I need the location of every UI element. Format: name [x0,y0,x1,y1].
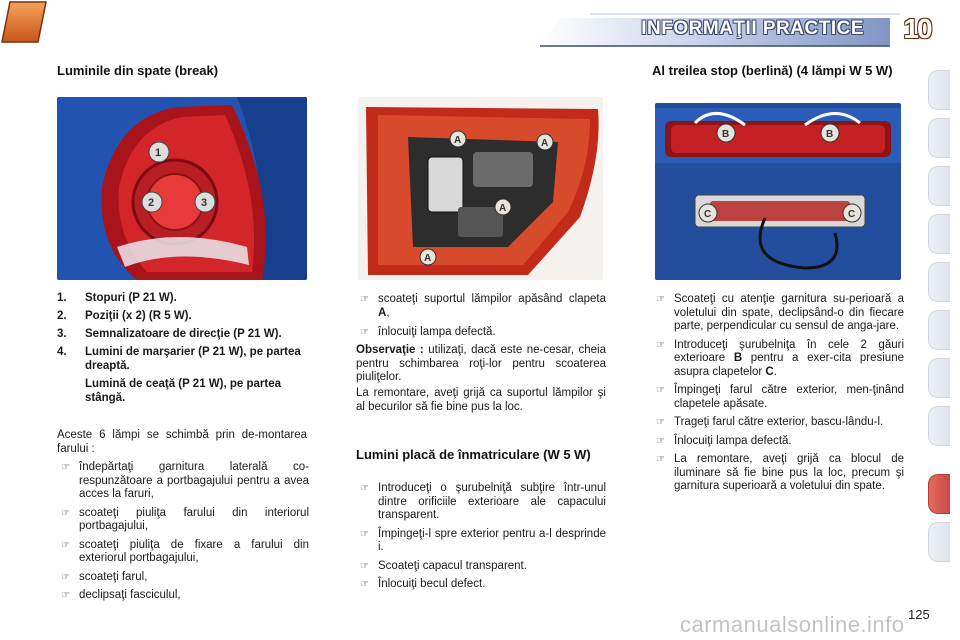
photo-label: C [848,209,856,220]
section-heading-rear-lights: Luminile din spate (break) [57,63,219,78]
note-paragraph: Observaţie : utilizaţi, dacă este ne-cesar, cheia pentru schimbarea roţi-lor pentru scoaterea piuliţelor. [356,344,606,383]
section-heading-third-stop: Al treilea stop (berlină) (4 lămpi W 5 W) [652,63,893,78]
photo-label: B [826,129,834,140]
pointing-hand-icon: ☞ [360,528,369,540]
third-stop-steps [652,293,904,499]
chapter-title: INFORMAŢII PRACTICE [641,18,864,39]
chapter-badge [0,0,48,44]
list-item: 3. Semnalizatoare de direcţie (P 21 W). [57,328,282,340]
photo-label: 2 [148,197,155,209]
list-item: ☞ declipsaţi fasciculul, [57,589,309,603]
chapter-tab[interactable] [928,214,950,254]
chapter-tab[interactable] [928,166,950,206]
pointing-hand-icon: ☞ [360,327,369,338]
pointing-hand-icon: ☞ [360,579,369,590]
list-item: ☞ Împingeţi-l spre exterior pentru a-l desprinde i. [356,528,606,555]
lamp-holder-photo [358,97,603,280]
list-item: ☞ înlocuiţi lampa defectă. [356,326,606,340]
chapter-tab[interactable] [928,522,950,562]
chapter-tabs [928,70,950,580]
pointing-hand-icon: ☞ [360,560,369,572]
chapter-tab[interactable] [928,70,950,110]
pointing-hand-icon: ☞ [61,571,70,583]
list-item: 4. Lumini de marşarier (P 21 W), pe partea dreaptă. [57,346,301,372]
third-stop-photo [655,103,901,280]
page-header [0,0,960,60]
plate-light-steps [356,482,606,597]
rear-light-photo [57,97,307,280]
chapter-number: 10 [903,13,931,44]
photo-label: A [541,138,549,149]
list-item: ☞ scoateţi piuliţa de fixare a farului din exteriorul portbagajului, [57,539,309,566]
photo-label: 3 [201,197,208,209]
page-number: 125 [908,607,930,622]
photo-label: 1 [155,147,162,159]
chapter-tab[interactable] [928,310,950,350]
photo-label: A [454,135,462,146]
list-item: ☞ La remontare, aveţi grijă ca blocul de iluminare să fie bine pus la loc, precum şi garnitura superioară a voletului din spate. [652,453,904,494]
photo-label: A [499,203,507,214]
pointing-hand-icon: ☞ [61,590,70,601]
list-item-extra: Lumină de ceaţă (P 21 W), pe partea stângă. [85,378,281,404]
reassembly-paragraph: La remontare, aveţi grijă ca suportul lămpilor şi al becurilor să fie bine pus la loc. [356,387,606,413]
chapter-tab[interactable] [928,262,950,302]
list-item: ☞ scoateţi farul, [57,571,309,585]
list-item: ☞ Introduceţi şurubelniţa în cele 2 găuri exterioare B pentru a exer-cita presiune asupra clapetelor C. [652,339,904,380]
pointing-hand-icon: ☞ [360,483,369,494]
pointing-hand-icon: ☞ [656,294,665,305]
pointing-hand-icon: ☞ [656,417,665,428]
chapter-tab[interactable] [928,406,950,446]
photo-label: C [704,209,712,220]
holder-steps [356,293,606,345]
removal-steps [57,461,309,608]
watermark: carmanualsonline.info [680,612,905,637]
list-item: ☞ Scoateţi capacul transparent. [356,560,606,574]
chapter-tab[interactable] [928,118,950,158]
pointing-hand-icon: ☞ [360,294,369,305]
list-item: ☞ scoateţi suportul lămpilor apăsând clapeta A, [356,293,606,320]
list-item: ☞ Introduceţi o şurubelniţă subţire într-unul dintre orificiile exterioare ale capacului transparent. [356,482,606,523]
bulb-list [57,291,317,409]
photo-label: B [722,129,730,140]
pointing-hand-icon: ☞ [61,462,70,473]
list-item: 1. Stopuri (P 21 W). [57,292,177,304]
list-item: ☞ Trageţi farul către exterior, bascu-lându-l. [652,416,904,430]
list-item: ☞ Înlocuiţi becul defect. [356,578,606,592]
list-item: ☞ Înlocuiţi lampa defectă. [652,435,904,449]
chapter-tab-active[interactable] [928,474,950,514]
pointing-hand-icon: ☞ [656,454,665,465]
pointing-hand-icon: ☞ [656,435,665,447]
pointing-hand-icon: ☞ [656,339,665,351]
intro-paragraph: Aceste 6 lămpi se schimbă prin de-montarea farului : [57,429,307,455]
pointing-hand-icon: ☞ [656,385,665,396]
list-item: 2. Poziţii (x 2) (R 5 W). [57,310,192,322]
list-item: ☞ Împingeţi farul către exterior, men-ţinând clapetele apăsate. [652,384,904,411]
list-item: ☞ Scoateţi cu atenţie garnitura su-perioară a voletului din spate, declipsând-o din fiecare parte, perpendicular cu sensul de anga-jare. [652,293,904,334]
list-item: ☞ îndepărtaţi garnitura laterală co-respunzătoare a portbagajului pentru a avea acces la faruri, [57,461,309,502]
pointing-hand-icon: ☞ [61,539,70,551]
photo-label: A [424,253,432,264]
pointing-hand-icon: ☞ [61,507,70,519]
chapter-tab[interactable] [928,358,950,398]
section-heading-plate-lights: Lumini placă de înmatriculare (W 5 W) [356,447,591,462]
list-item: ☞ scoateţi piuliţa farului din interiorul portbagajului, [57,507,309,534]
